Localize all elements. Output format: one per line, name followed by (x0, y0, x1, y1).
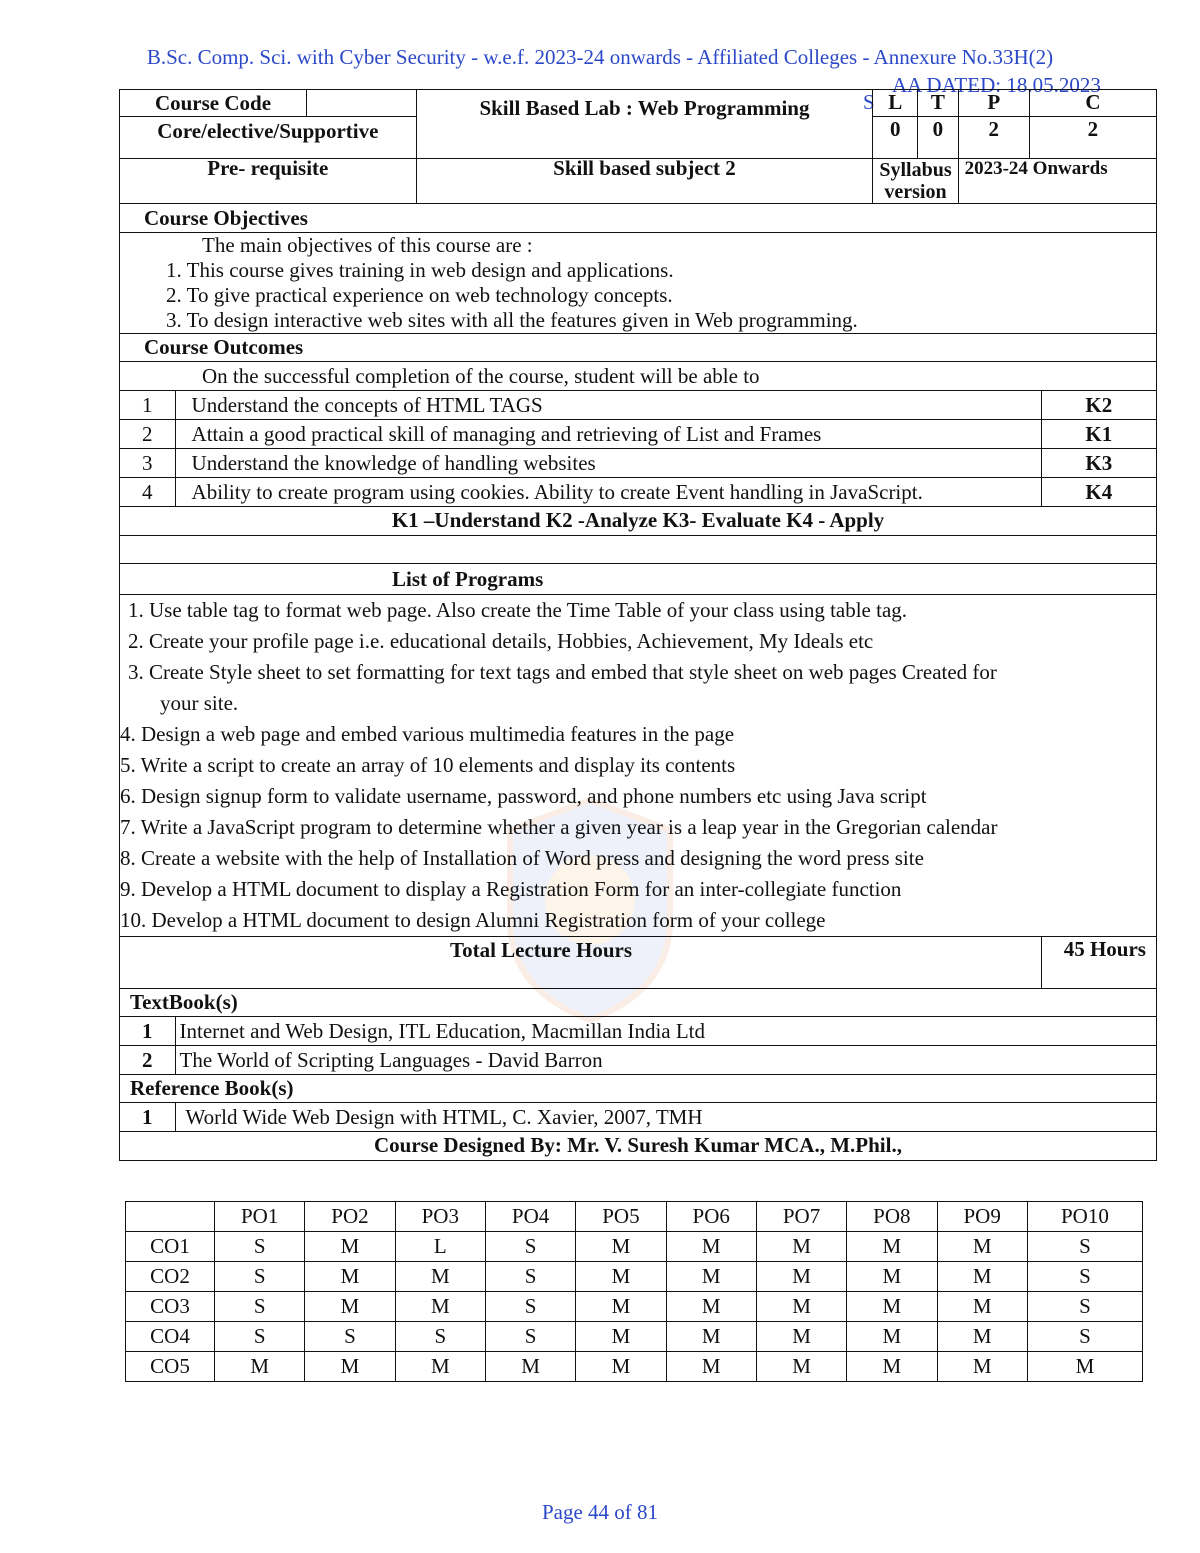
mapping-row (126, 1352, 1143, 1382)
program-item-continuation: your site. (160, 691, 239, 715)
po-header: PO8 (847, 1202, 937, 1232)
mapping-cell: M (666, 1292, 756, 1322)
mapping-cell: M (576, 1352, 666, 1382)
po-header: PO6 (666, 1202, 756, 1232)
mapping-cell: M (305, 1232, 395, 1262)
mapping-cell: M (847, 1292, 937, 1322)
mapping-cell: M (395, 1352, 485, 1382)
objective-item: 2. To give practical experience on web technology concepts. (166, 283, 673, 307)
mapping-cell: M (756, 1262, 846, 1292)
course-code-cell (120, 90, 417, 117)
mapping-cell: M (576, 1232, 666, 1262)
mapping-cell: S (215, 1292, 305, 1322)
ltpc-header-p: P (958, 90, 1029, 117)
co-label: CO2 (126, 1262, 215, 1292)
mapping-cell: S (1027, 1262, 1142, 1292)
page-header-date: AA DATED: 18.05.2023 (892, 73, 1101, 97)
mapping-cell: L (395, 1232, 485, 1262)
po-header: PO1 (215, 1202, 305, 1232)
programs-heading: List of Programs (120, 564, 1157, 595)
ltpc-value-p: 2 (958, 117, 1029, 159)
mapping-cell: M (756, 1292, 846, 1322)
mapping-cell: M (937, 1352, 1027, 1382)
textbooks-heading: TextBook(s) (120, 989, 1157, 1017)
mapping-cell: M (576, 1262, 666, 1292)
outcome-level: K1 (1041, 420, 1156, 449)
po-header: PO3 (395, 1202, 485, 1232)
mapping-cell: M (666, 1322, 756, 1352)
program-item: 3. Create Style sheet to set formatting for text tags and embed that style sheet on web pages Created for (128, 660, 997, 684)
total-hours-value: 45 Hours (1041, 937, 1156, 989)
outcome-level: K2 (1041, 391, 1156, 420)
program-item: 8. Create a website with the help of Installation of Word press and designing the word press site (120, 846, 924, 870)
reference-number: 1 (120, 1103, 176, 1132)
references-heading: Reference Book(s) (120, 1075, 1157, 1103)
mapping-row (126, 1322, 1143, 1352)
mapping-cell: S (215, 1322, 305, 1352)
co-po-mapping-table (125, 1201, 1143, 1382)
mapping-cell: S (215, 1262, 305, 1292)
objective-item: 3. To design interactive web sites with all the features given in Web programming. (166, 308, 858, 332)
outcome-level: K3 (1041, 449, 1156, 478)
programs-list (120, 595, 1157, 937)
program-item: 2. Create your profile page i.e. educational details, Hobbies, Achievement, My Ideals etc (128, 629, 874, 653)
mapping-cell: M (847, 1352, 937, 1382)
outcome-text: Ability to create program using cookies. Ability to create Event handling in JavaScript. (175, 478, 1041, 507)
mapping-cell: S (395, 1322, 485, 1352)
reference-row (120, 1103, 1157, 1132)
prerequisite-label: Pre- requisite (120, 159, 417, 204)
ltpc-value-c: 2 (1029, 117, 1156, 159)
mapping-cell: S (485, 1322, 575, 1352)
ltpc-value-l: 0 (873, 117, 918, 159)
course-title: Skill Based Lab : Web Programming (416, 90, 873, 159)
outcome-row (120, 478, 1157, 507)
total-hours-label: Total Lecture Hours (120, 937, 1042, 989)
textbook-row (120, 1017, 1157, 1046)
mapping-cell: M (847, 1322, 937, 1352)
header-fragment: S (863, 90, 875, 114)
ltpc-header-l: L (873, 90, 918, 117)
program-item: 10. Develop a HTML document to design Alumni Registration form of your college (120, 908, 826, 932)
prerequisite-value: Skill based subject 2 (416, 159, 873, 204)
objectives-heading: Course Objectives (120, 204, 1157, 233)
course-type-label: Core/elective/Supportive (120, 117, 417, 159)
outcome-text: Understand the concepts of HTML TAGS (175, 391, 1041, 420)
mapping-cell: S (485, 1232, 575, 1262)
outcome-number: 1 (120, 391, 176, 420)
mapping-cell: S (215, 1232, 305, 1262)
course-code-label: Course Code (120, 90, 307, 116)
outcome-row (120, 391, 1157, 420)
outcome-row (120, 420, 1157, 449)
mapping-cell: M (756, 1322, 846, 1352)
mapping-cell: M (937, 1292, 1027, 1322)
course-designer: Course Designed By: Mr. V. Suresh Kumar MCA., M.Phil., (120, 1132, 1157, 1161)
textbook-number: 1 (120, 1017, 176, 1046)
po-header: PO10 (1027, 1202, 1142, 1232)
ltpc-header-c: C (1029, 90, 1156, 117)
knowledge-level-legend: K1 –Understand K2 -Analyze K3- Evaluate K4 - Apply (120, 507, 1157, 536)
po-header: PO2 (305, 1202, 395, 1232)
mapping-cell: M (395, 1262, 485, 1292)
reference-text: World Wide Web Design with HTML, C. Xavier, 2007, TMH (175, 1103, 1156, 1132)
outcome-level: K4 (1041, 478, 1156, 507)
co-label: CO3 (126, 1292, 215, 1322)
mapping-cell: S (1027, 1322, 1142, 1352)
mapping-cell: M (937, 1262, 1027, 1292)
po-header: PO5 (576, 1202, 666, 1232)
program-item: 4. Design a web page and embed various multimedia features in the page (120, 722, 735, 746)
course-table (119, 89, 1157, 1161)
textbook-number: 2 (120, 1046, 176, 1075)
mapping-cell: S (1027, 1232, 1142, 1262)
empty-row (120, 536, 1157, 564)
co-label: CO1 (126, 1232, 215, 1262)
outcome-row (120, 449, 1157, 478)
po-header: PO9 (937, 1202, 1027, 1232)
outcomes-intro: On the successful completion of the course, student will be able to (120, 362, 1157, 391)
mapping-cell: S (485, 1262, 575, 1292)
mapping-cell: M (666, 1262, 756, 1292)
mapping-cell: M (305, 1262, 395, 1292)
outcome-number: 3 (120, 449, 176, 478)
mapping-cell: M (666, 1352, 756, 1382)
program-item: 9. Develop a HTML document to display a Registration Form for an inter-collegiate function (120, 877, 902, 901)
co-label: CO4 (126, 1322, 215, 1352)
mapping-corner-cell (126, 1202, 215, 1232)
outcomes-heading: Course Outcomes (120, 334, 1157, 362)
objectives-body (120, 233, 1157, 334)
mapping-cell: M (1027, 1352, 1142, 1382)
objectives-intro: The main objectives of this course are : (202, 233, 533, 257)
page-header: B.Sc. Comp. Sci. with Cyber Security - w.e.f. 2023-24 onwards - Affiliated Colleges - Annexure No.33H(2) (146, 45, 1054, 69)
mapping-cell: M (937, 1322, 1027, 1352)
po-header: PO4 (485, 1202, 575, 1232)
mapping-cell: M (756, 1232, 846, 1262)
program-item: 1. Use table tag to format web page. Also create the Time Table of your class using table tag. (128, 598, 908, 622)
mapping-cell: M (666, 1232, 756, 1262)
textbook-text: Internet and Web Design, ITL Education, Macmillan India Ltd (175, 1017, 1156, 1046)
mapping-cell: M (485, 1352, 575, 1382)
mapping-row (126, 1262, 1143, 1292)
mapping-cell: M (576, 1322, 666, 1352)
program-item: 7. Write a JavaScript program to determine whether a given year is a leap year in the Gregorian calendar (120, 815, 998, 839)
mapping-cell: S (1027, 1292, 1142, 1322)
mapping-cell: M (305, 1352, 395, 1382)
ltpc-value-t: 0 (918, 117, 958, 159)
mapping-row (126, 1292, 1143, 1322)
po-header: PO7 (756, 1202, 846, 1232)
outcome-text: Attain a good practical skill of managing and retrieving of List and Frames (175, 420, 1041, 449)
program-item: 6. Design signup form to validate username, password, and phone numbers etc using Java script (120, 784, 927, 808)
objective-item: 1. This course gives training in web design and applications. (166, 258, 674, 282)
textbook-row (120, 1046, 1157, 1075)
syllabus-version-value: 2023-24 Onwards (958, 159, 1156, 204)
mapping-cell: M (305, 1292, 395, 1322)
mapping-row (126, 1232, 1143, 1262)
textbook-text: The World of Scripting Languages - David Barron (175, 1046, 1156, 1075)
program-item: 5. Write a script to create an array of 10 elements and display its contents (120, 753, 736, 777)
mapping-cell: M (395, 1292, 485, 1322)
mapping-cell: M (937, 1232, 1027, 1262)
page-number: Page 44 of 81 (541, 1500, 659, 1524)
mapping-cell: S (485, 1292, 575, 1322)
mapping-cell: M (215, 1352, 305, 1382)
outcome-number: 2 (120, 420, 176, 449)
syllabus-version-label: Syllabus version (873, 159, 958, 204)
mapping-cell: M (847, 1232, 937, 1262)
outcome-number: 4 (120, 478, 176, 507)
mapping-cell: M (756, 1352, 846, 1382)
mapping-cell: M (576, 1292, 666, 1322)
outcome-text: Understand the knowledge of handling websites (175, 449, 1041, 478)
mapping-cell: S (305, 1322, 395, 1352)
co-label: CO5 (126, 1352, 215, 1382)
mapping-cell: M (847, 1262, 937, 1292)
ltpc-header-t: T (918, 90, 958, 117)
mapping-header-row (126, 1202, 1143, 1232)
